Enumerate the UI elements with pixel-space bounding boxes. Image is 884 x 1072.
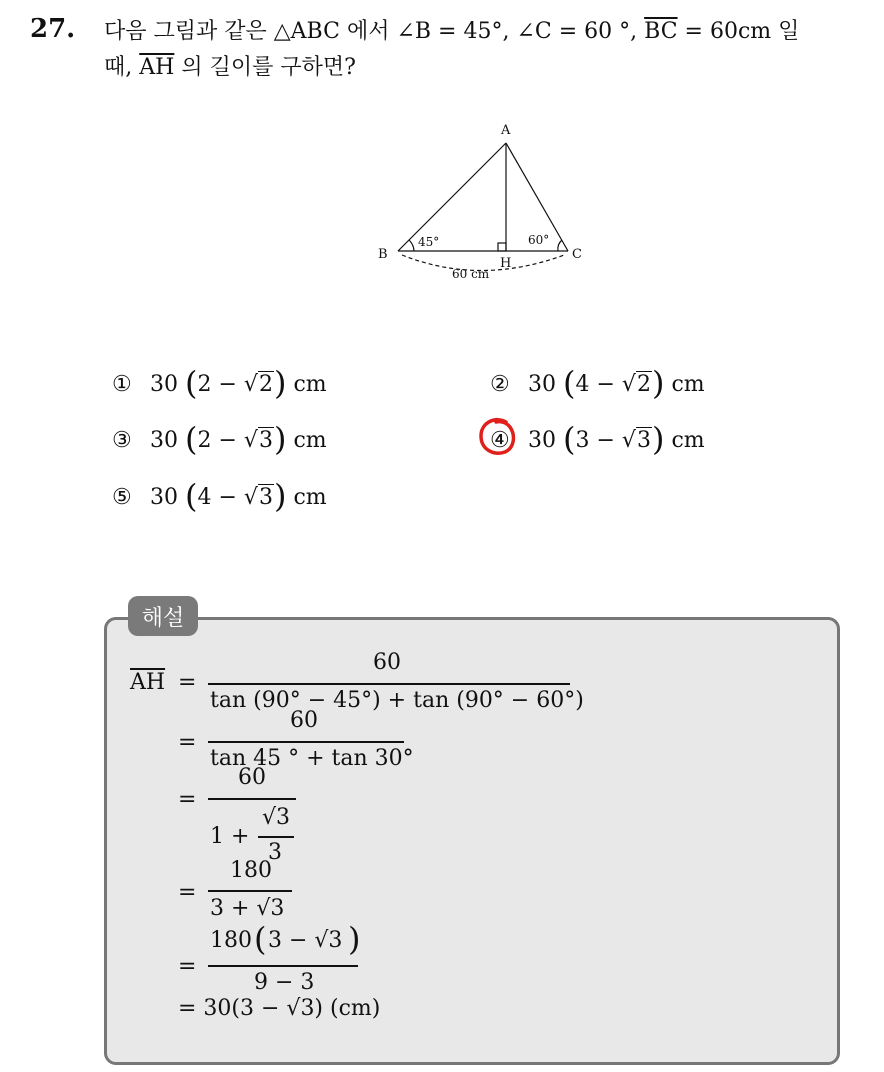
- step1-numerator: 60: [373, 650, 401, 675]
- step2-fraction-bar: [208, 741, 404, 743]
- step2-numerator: 60: [290, 708, 318, 733]
- choice-unit: cm: [293, 484, 327, 510]
- choice-coef: 30: [528, 371, 556, 397]
- sqrt-symbol: √2: [621, 371, 651, 397]
- solution-lhs: $\overline{AH}$: [130, 670, 166, 695]
- step5-numerator-inner: 3 − √3: [268, 928, 343, 953]
- choice-inner: 4 −: [575, 371, 615, 397]
- choice-coef: 30: [150, 484, 178, 510]
- step4-fraction-bar: [208, 890, 292, 892]
- solution-tag: 해설: [128, 596, 198, 636]
- step3-inner-numerator: √3: [262, 805, 291, 830]
- base-length-label: 60 cm: [452, 267, 490, 281]
- choice-coef: 30: [150, 427, 178, 453]
- choice-inner: 2 −: [197, 427, 237, 453]
- choice-unit: cm: [293, 427, 327, 453]
- step2-denominator: tan 45 ° + tan 30°: [210, 746, 414, 771]
- angle-b-label: 45°: [418, 235, 440, 249]
- label-c: C: [572, 247, 582, 262]
- choice-inner: 2 −: [197, 371, 237, 397]
- equals-sign: =: [178, 670, 197, 695]
- segment-ah: $\overline{AH}$: [139, 55, 175, 80]
- choice-2[interactable]: ② 30 ( 4 − √2 ) cm: [490, 364, 705, 402]
- step6-result: = 30(3 − √3) (cm): [178, 996, 381, 1021]
- step4-numerator: 180: [230, 858, 272, 883]
- step1-denominator: tan (90° − 45°) + tan (90° − 60°): [210, 688, 584, 713]
- label-h: H: [500, 256, 512, 271]
- choice-5[interactable]: ⑤ 30 ( 4 − √3 ) cm: [112, 477, 327, 515]
- angle-c-label: 60°: [528, 233, 550, 247]
- equals-sign: =: [178, 730, 197, 755]
- step4-denominator: 3 + √3: [210, 896, 285, 921]
- choice-coef: 30: [150, 371, 178, 397]
- question-line2-pre: 때,: [104, 55, 140, 80]
- choice-unit: cm: [671, 371, 705, 397]
- segment-bc: $\overline{BC}$: [644, 19, 678, 44]
- question-line2-post: 의 길이를 구하면?: [174, 55, 356, 80]
- step3-fraction-bar: [208, 798, 296, 800]
- step3-inner-fraction-bar: [258, 836, 294, 838]
- choice-inner: 3 −: [575, 427, 615, 453]
- choice-1[interactable]: ① 30 ( 2 − √2 ) cm: [112, 364, 327, 402]
- step5-numerator-pre: 180: [210, 928, 252, 953]
- equals-sign: =: [178, 880, 197, 905]
- choice-number: ⑤: [112, 484, 132, 510]
- choice-unit: cm: [671, 427, 705, 453]
- paren-open: (: [254, 920, 267, 958]
- choice-number: ③: [112, 427, 132, 453]
- choice-3[interactable]: ③ 30 ( 2 − √3 ) cm: [112, 420, 327, 458]
- choice-number: ②: [490, 371, 510, 397]
- equals-sign: =: [178, 787, 197, 812]
- choice-inner: 4 −: [197, 484, 237, 510]
- paren-close: ): [348, 920, 361, 958]
- step5-denominator: 9 − 3: [254, 970, 315, 995]
- step3-denominator-pre: 1 +: [210, 824, 250, 849]
- sqrt-symbol: √2: [243, 371, 273, 397]
- choice-number: ④: [490, 427, 510, 453]
- choice-number: ①: [112, 371, 132, 397]
- label-b: B: [378, 247, 388, 262]
- step1-fraction-bar: [208, 683, 570, 685]
- choice-coef: 30: [528, 427, 556, 453]
- question-number: 27.: [30, 14, 76, 44]
- step3-inner-denominator: 3: [268, 840, 282, 865]
- choice-unit: cm: [293, 371, 327, 397]
- sqrt-symbol: √3: [243, 484, 273, 510]
- sqrt-symbol: √3: [621, 427, 651, 453]
- question-line1-pre: 다음 그림과 같은 △ABC 에서 ∠B = 45°, ∠C = 60 °,: [104, 19, 645, 44]
- label-a: A: [501, 123, 511, 138]
- sqrt-symbol: √3: [243, 427, 273, 453]
- question-line1-post: = 60cm 일: [677, 19, 800, 44]
- step5-fraction-bar: [208, 965, 358, 967]
- step3-numerator: 60: [238, 765, 266, 790]
- choice-4[interactable]: ④ 30 ( 3 − √3 ) cm: [490, 420, 705, 458]
- equals-sign: =: [178, 954, 197, 979]
